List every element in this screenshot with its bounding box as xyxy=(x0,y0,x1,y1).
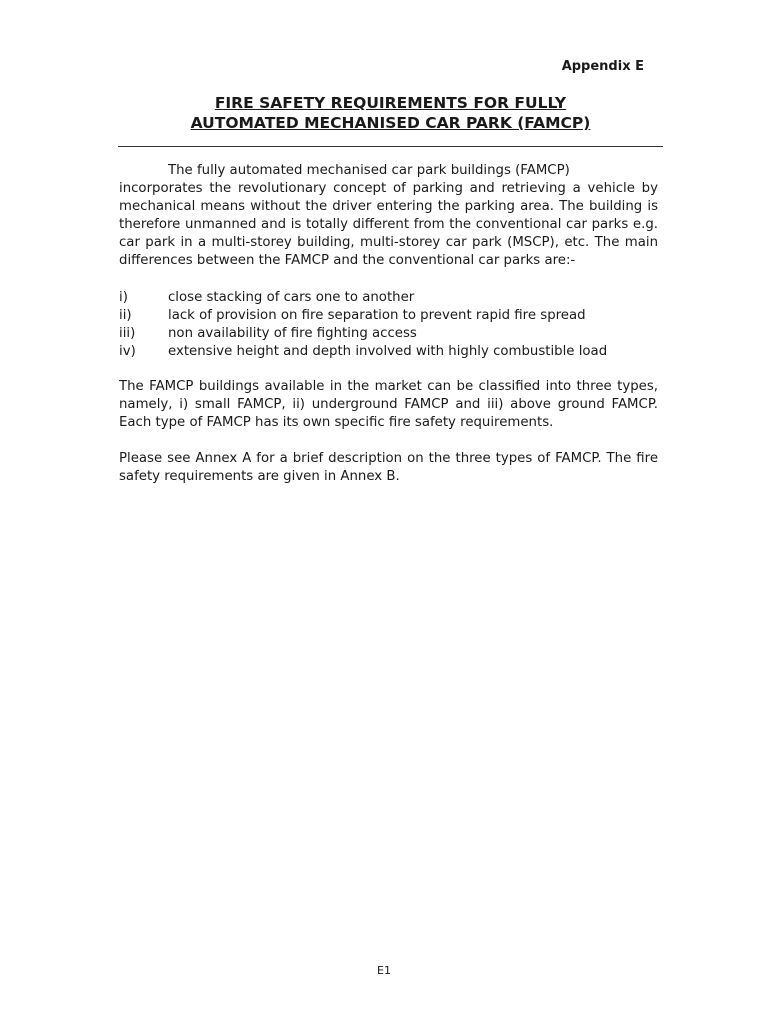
list-item-number: i) xyxy=(119,290,128,305)
annex-reference-paragraph: Please see Annex A for a brief description on the three types of FAMCP. The fire safety requirements are given in Annex B. xyxy=(119,451,658,484)
title-line-2: AUTOMATED MECHANISED CAR PARK (FAMCP) xyxy=(190,114,591,132)
list-item xyxy=(119,325,658,343)
list-item-text: lack of provision on fire separation to prevent rapid fire spread xyxy=(168,308,586,323)
intro-rest: incorporates the revolutionary concept of parking and retrieving a vehicle by mechanical means without the driver entering the parking area. The building is therefore unmanned and is totally different from the conventional car parks e.g. car park in a multi-storey building, multi-storey car park (MSCP), etc. The main differences between the FAMCP and the conventional car parks are:- xyxy=(119,181,658,268)
list-item-number: iii) xyxy=(119,326,136,341)
list-item-number: ii) xyxy=(119,308,132,323)
intro-paragraph xyxy=(119,162,658,270)
differences-list xyxy=(119,289,658,361)
list-item xyxy=(119,289,658,307)
page-number: E1 xyxy=(377,964,391,977)
classification-paragraph: The FAMCP buildings available in the market can be classified into three types, namely, i) small FAMCP, ii) underground FAMCP and iii) above ground FAMCP. Each type of FAMCP has its own specific fire safety requirements. xyxy=(119,379,658,430)
title-line-1: FIRE SAFETY REQUIREMENTS FOR FULLY xyxy=(214,94,567,112)
list-item-text: extensive height and depth involved with highly combustible load xyxy=(168,344,608,359)
intro-first-line: The fully automated mechanised car park buildings (FAMCP) xyxy=(168,163,570,178)
appendix-label: Appendix E xyxy=(561,59,644,74)
title-divider xyxy=(118,146,663,147)
list-item-text: close stacking of cars one to another xyxy=(168,290,415,305)
list-item xyxy=(119,307,658,325)
list-item xyxy=(119,343,658,361)
list-item-text: non availability of fire fighting access xyxy=(168,326,417,341)
list-item-number: iv) xyxy=(119,344,136,359)
document-title xyxy=(118,93,663,133)
